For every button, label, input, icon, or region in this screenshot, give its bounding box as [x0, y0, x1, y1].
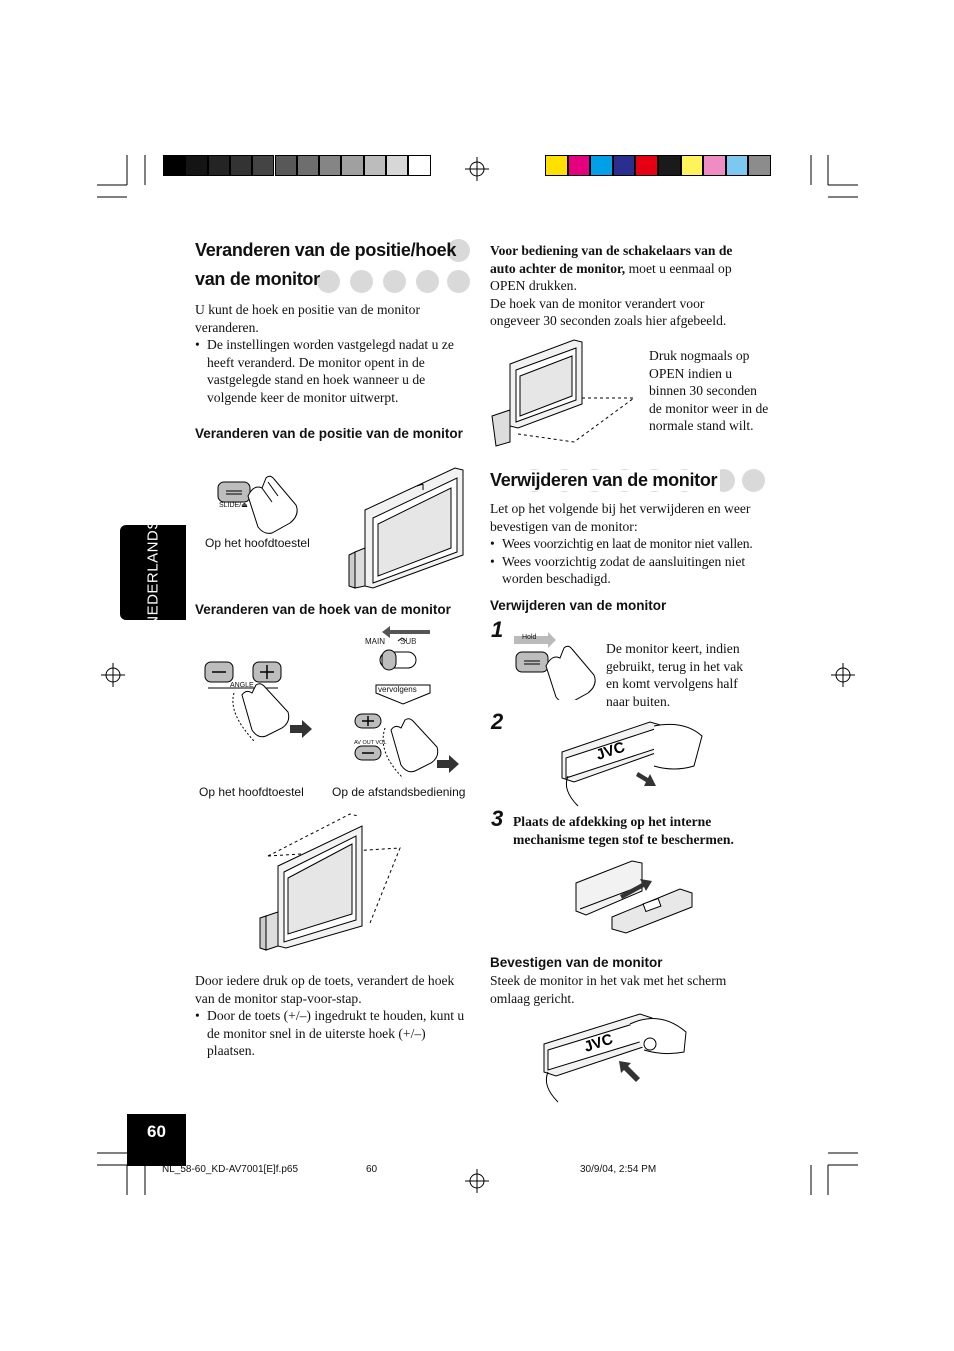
monitor-tilt-illustration — [488, 338, 638, 450]
footer-filename: NL_58-60_KD-AV7001[E]f.p65 — [162, 1164, 299, 1175]
hold-label: Hold — [522, 634, 537, 641]
remove-bullet-1: Wees voorzichtig en laat de monitor niet vallen. — [502, 536, 753, 551]
monitor-angle-illustration — [250, 808, 410, 958]
color-swatch — [590, 155, 613, 176]
caption-main-unit-1: Op het hoofdtoestel — [205, 536, 310, 550]
subheading-remove: Verwijderen van de monitor — [490, 598, 667, 613]
attach-monitor-illustration — [540, 1010, 690, 1105]
brand-logo-2: JVC — [581, 1030, 615, 1056]
sub-label: SUB — [400, 637, 417, 646]
left-body-block: Door iedere druk op de toets, verandert de hoek van de monitor stap-voor-stap. • Door de toets (+/–) ingedrukt te houden, kunt u de monitor snel in de uiterste hoek (+/–) plaatsen. — [195, 972, 472, 1060]
remove-monitor-illustration — [554, 716, 706, 808]
gray-swatch — [408, 155, 430, 176]
footer-page: 60 — [366, 1164, 378, 1175]
language-tab — [120, 518, 186, 627]
color-swatch — [635, 155, 658, 176]
subheading-attach: Bevestigen van de monitor — [490, 955, 663, 970]
remove-intro: Let op het volgende bij het verwijderen en weer bevestigen van de monitor: — [490, 501, 751, 534]
gray-swatch — [208, 155, 230, 176]
caption-remote: Op de afstandsbediening — [332, 785, 466, 799]
step-3-number: 3 — [491, 806, 504, 831]
slide-label: SLIDE/⏏ — [219, 502, 248, 509]
dust-cover-illustration — [572, 855, 698, 935]
footer-date: 30/9/04, 2:54 PM — [580, 1164, 657, 1175]
step-3-text: Plaats de afdekking op het interne mechanisme tegen stof te beschermen. — [513, 814, 734, 847]
right-p1-rest: moet u eenmaal op OPEN drukken. — [490, 260, 732, 293]
step-1-number: 1 — [491, 617, 504, 642]
attach-text: Steek de monitor in het vak met het scherm omlaag gericht. — [490, 973, 727, 1006]
subheading-angle: Veranderen van de hoek van de monitor — [195, 602, 451, 617]
right-p1-bold: Voor bediening van de schakelaars van de auto achter de monitor, — [490, 243, 733, 276]
section-title-line2: van de monitor — [195, 269, 320, 289]
color-swatch — [681, 155, 704, 176]
right-p2: De hoek van de monitor verandert voor ongeveer 30 seconden zoals hier afgebeeld. — [490, 295, 727, 328]
section-title-remove: Verwijderen van de monitor — [490, 470, 720, 491]
gray-swatch — [297, 155, 319, 176]
left-body-text: Door iedere druk op de toets, verandert de hoek van de monitor stap-voor-stap. — [195, 973, 455, 1006]
color-swatch — [658, 155, 681, 176]
right-intro-block — [490, 242, 752, 330]
vervolgens-arrow — [374, 684, 430, 704]
gray-swatch — [341, 155, 363, 176]
gray-swatch — [364, 155, 386, 176]
left-bullet-1: De instellingen worden vastgelegd nadat u ze heeft veranderd. De monitor opent in de vastgelegde stand en hoek wanneer u de volgende keer de monitor uitwerpt. — [207, 337, 454, 405]
language-tab-label: NEDERLANDS — [144, 518, 162, 627]
section-title-line1: Veranderen van de positie/hoek — [195, 240, 457, 260]
page-number-box — [127, 1114, 186, 1166]
avout-label: AV OUT VOL — [354, 740, 387, 746]
brand-logo: JVC — [593, 738, 627, 764]
monitor-slide-illustration — [345, 460, 470, 590]
angle-buttons-illustration — [198, 655, 318, 755]
color-swatch — [613, 155, 636, 176]
caption-main-unit-2: Op het hoofdtoestel — [199, 785, 304, 799]
right-remove-intro-block: Let op het volgende bij het verwijderen en weer bevestigen van de monitor: • Wees voorzichtig en laat de monitor niet vallen. • Wees voorzichtig zodat de aansluitingen niet worden beschadigd. — [490, 500, 770, 588]
open-side-note: Druk nogmaals op OPEN indien u binnen 30 seconden de monitor weer in de normale stand wilt. — [649, 348, 769, 433]
gray-swatch — [185, 155, 207, 176]
step-2-number: 2 — [491, 709, 504, 734]
left-intro-block: U kunt de hoek en positie van de monitor veranderen. • De instellingen worden vastgelegd nadat u ze heeft veranderd. De monitor opent in de vastgelegde stand en hoek wanneer u de volgende keer de monitor uitwerpt. — [195, 301, 470, 406]
remote-volume-illustration — [345, 708, 465, 788]
gray-swatch — [230, 155, 252, 176]
color-swatch — [726, 155, 749, 176]
gray-swatch — [275, 155, 297, 176]
gray-swatch — [252, 155, 274, 176]
main-label: MAIN — [365, 637, 385, 646]
color-swatch — [703, 155, 726, 176]
step-1-text: De monitor keert, indien gebruikt, terug in het vak en komt vervolgens half naar buiten. — [606, 641, 744, 709]
gray-swatch — [386, 155, 408, 176]
section-title-position — [195, 240, 456, 290]
color-swatch — [568, 155, 591, 176]
vervolgens-label: vervolgens — [378, 685, 417, 694]
color-swatch — [545, 155, 568, 176]
left-intro: U kunt de hoek en positie van de monitor veranderen. — [195, 302, 421, 335]
gray-swatch — [319, 155, 341, 176]
angle-label: ANGLE — [230, 682, 254, 689]
main-sub-switch-illustration — [360, 624, 440, 674]
subheading-position: Veranderen van de positie van de monitor — [195, 426, 463, 441]
left-bullet-2: Door de toets (+/–) ingedrukt te houden, kunt u de monitor snel in de uiterste hoek (+/–) plaatsen. — [207, 1008, 465, 1058]
page-number: 60 — [147, 1122, 166, 1141]
color-swatch — [748, 155, 771, 176]
remove-bullet-2: Wees voorzichtig zodat de aansluitingen niet worden beschadigd. — [502, 553, 746, 586]
gray-swatch — [163, 155, 185, 176]
